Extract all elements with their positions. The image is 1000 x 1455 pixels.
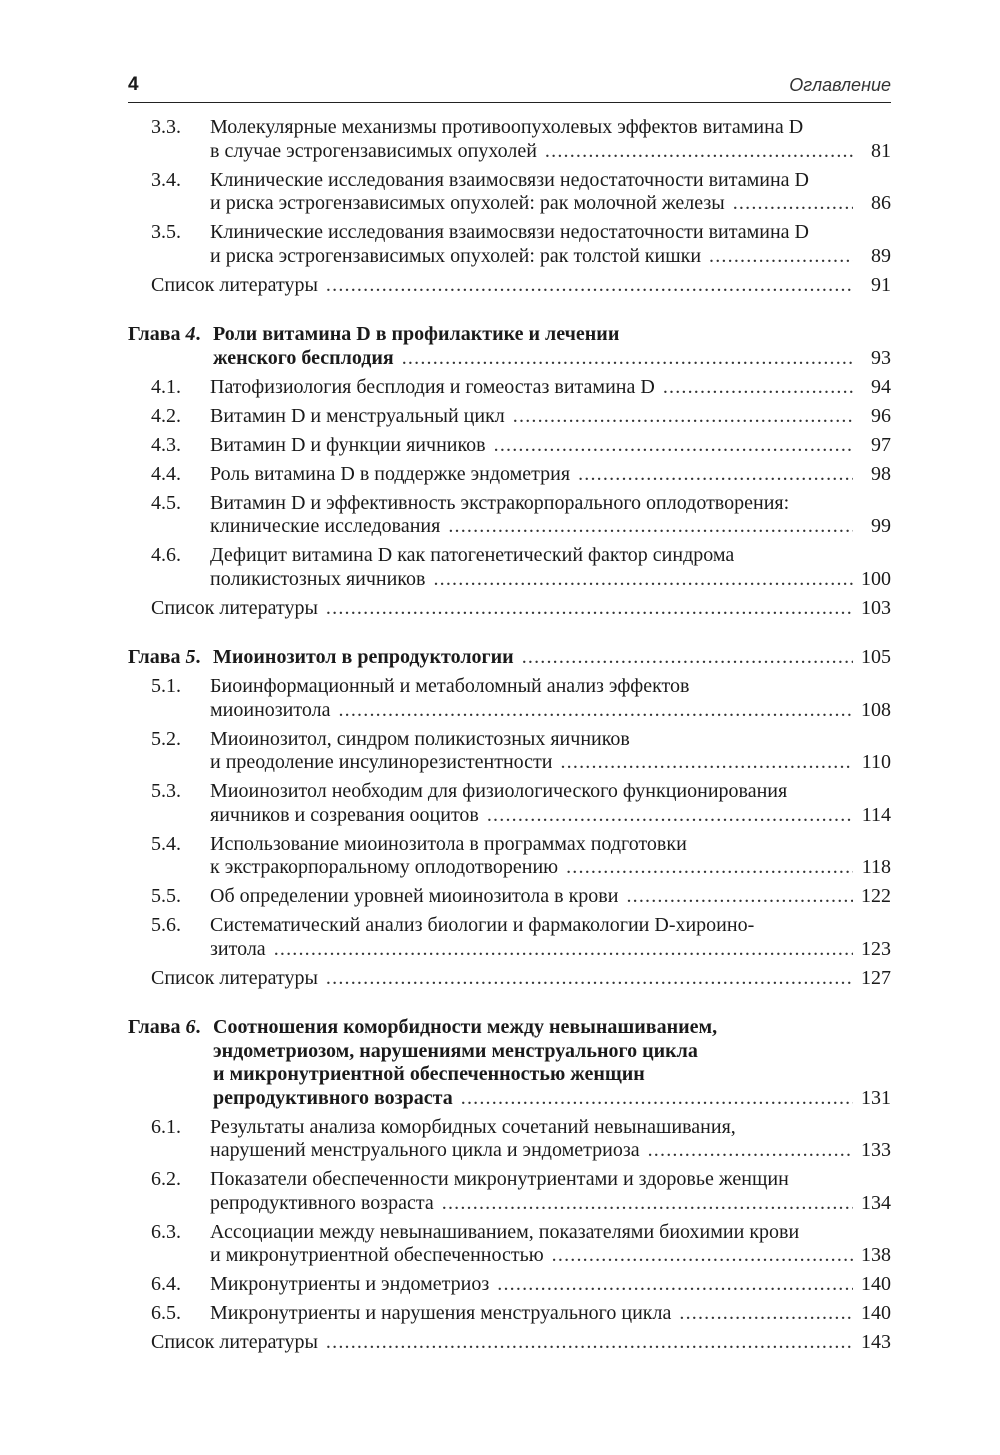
dot-leader (663, 376, 853, 400)
toc-section (128, 169, 891, 216)
entry-title-line: Молекулярные механизмы противоопухолевых эффектов витамина D (210, 116, 804, 138)
entry-title-line: Ассоциации между невынашиванием, показателями биохимии крови (210, 1220, 800, 1243)
table-of-contents (128, 116, 891, 1360)
entry-title-line (210, 751, 891, 775)
section-number: 5.1. (151, 675, 181, 697)
entry-title-line: Роли витамина D в профилактике и лечении (213, 323, 620, 345)
dot-leader (626, 885, 853, 909)
entry-title-text: Список литературы (151, 273, 318, 296)
toc-section (128, 434, 891, 458)
entry-title-text: Миоинозитол в репродуктологии (213, 646, 514, 668)
entry-title-line (210, 1302, 891, 1326)
entry-page-number: 140 (861, 1302, 891, 1324)
section-number: 3.4. (151, 168, 181, 191)
toc-chapter (128, 323, 891, 370)
entry-title-line (210, 434, 891, 458)
dot-leader (545, 140, 853, 164)
section-number: 3.5. (151, 221, 181, 243)
dot-leader (274, 938, 853, 962)
entry-title-line (210, 192, 891, 216)
section-number: 4.4. (151, 462, 181, 485)
chapter-word: Глава (128, 1016, 186, 1038)
entry-title-line (210, 405, 891, 429)
toc-section (128, 1273, 891, 1297)
toc-section (128, 221, 891, 268)
dot-leader (487, 804, 853, 828)
entry-title-line (210, 1192, 891, 1216)
toc-section (128, 116, 891, 163)
dot-leader (733, 192, 853, 216)
section-number: 5.5. (151, 885, 181, 907)
entry-page-number: 100 (861, 567, 891, 590)
entry-page-number: 140 (861, 1273, 891, 1295)
entry-title-line: Дефицит витамина D как патогенетический фактор синдрома (210, 544, 735, 566)
entry-title-text: Об определении уровней миоинозитола в крови (210, 885, 619, 907)
entry-title-text: клинические исследования (210, 515, 441, 537)
entry-page-number: 99 (871, 515, 891, 537)
entry-title-line: Показатели обеспеченности микронутриентами и здоровье женщин (210, 1168, 789, 1190)
dot-leader (442, 1192, 853, 1216)
section-number: 3.3. (151, 116, 181, 138)
entry-title-text: репродуктивного возраста (213, 1086, 453, 1109)
toc-section (128, 1168, 891, 1215)
chapter-number: 4 (185, 323, 196, 345)
chapter-label: Глава 4. (128, 323, 201, 345)
chapter-label: Глава 5. (128, 646, 201, 668)
dot-leader (709, 245, 853, 269)
toc-section (128, 544, 891, 591)
entry-page-number: 123 (861, 937, 891, 960)
entry-title-line (210, 699, 891, 723)
entry-title-text: репродуктивного возраста (210, 1191, 434, 1214)
entry-title-text: в случае эстрогензависимых опухолей (210, 139, 537, 162)
entry-title-line (210, 1139, 891, 1163)
dot-leader (326, 967, 853, 991)
entry-title-text: и преодоление инсулинорезистентности (210, 751, 553, 773)
entry-title-text: Патофизиология бесплодия и гомеостаз витамина D (210, 375, 655, 398)
entry-title-line (213, 1087, 891, 1111)
entry-title-text: зитола (210, 937, 266, 960)
entry-title-text: к экстракорпоральному оплодотворению (210, 856, 559, 878)
entry-title-line (210, 1244, 891, 1268)
dot-leader (552, 1244, 853, 1268)
entry-title-text: и риска эстрогензависимых опухолей: рак толстой кишки (210, 244, 702, 267)
toc-references (128, 1331, 891, 1355)
entry-page-number: 97 (871, 433, 891, 456)
entry-title-line (213, 646, 891, 670)
entry-page-number: 138 (861, 1244, 891, 1266)
dot-leader (578, 463, 853, 487)
dot-leader (338, 699, 853, 723)
entry-page-number: 131 (861, 1086, 891, 1109)
entry-title-line: и микронутриентной обеспеченностью женщин (213, 1063, 645, 1085)
entry-page-number: 134 (861, 1191, 891, 1214)
section-number: 4.6. (151, 544, 181, 566)
entry-title-line (151, 597, 891, 621)
dot-leader (566, 856, 853, 880)
section-number: 4.1. (151, 375, 181, 398)
toc-section (128, 1221, 891, 1268)
chapter-label: Глава 6. (128, 1016, 201, 1038)
entry-title-text: миоинозитола (210, 698, 331, 721)
entry-title-text: яичников и созревания ооцитов (210, 803, 479, 826)
entry-title-line (210, 1273, 891, 1297)
entry-title-text: нарушений менструального цикла и эндометриоза (210, 1139, 640, 1161)
entry-title-line (210, 245, 891, 269)
dot-leader (522, 646, 853, 670)
entry-page-number: 122 (861, 885, 891, 907)
entry-title-text: поликистозных яичников (210, 567, 426, 590)
entry-title-text: женского бесплодия (213, 346, 394, 369)
toc-section (128, 885, 891, 909)
entry-page-number: 91 (871, 273, 891, 296)
dot-leader (326, 1331, 853, 1355)
running-title: Оглавление (789, 75, 891, 95)
entry-title-line (210, 856, 891, 880)
entry-page-number: 94 (871, 375, 891, 398)
section-number: 5.2. (151, 727, 181, 750)
dot-leader (461, 1087, 853, 1111)
entry-title-line: Клинические исследования взаимосвязи недостаточности витамина D (210, 221, 810, 243)
dot-leader (679, 1302, 853, 1326)
entry-page-number: 118 (861, 856, 891, 878)
dot-leader (402, 347, 853, 371)
entry-title-line (210, 568, 891, 592)
toc-chapter (128, 1016, 891, 1110)
entry-title-text: Микронутриенты и эндометриоз (210, 1273, 490, 1295)
toc-section (128, 463, 891, 487)
entry-page-number: 110 (861, 751, 891, 773)
entry-title-line: Биоинформационный и метаболомный анализ эффектов (210, 675, 690, 697)
section-number: 6.3. (151, 1220, 181, 1243)
section-number: 5.3. (151, 780, 181, 802)
dot-leader (433, 568, 853, 592)
entry-title-line: Результаты анализа коморбидных сочетаний невынашивания, (210, 1115, 736, 1138)
entry-page-number: 143 (861, 1331, 891, 1353)
entry-title-text: Список литературы (151, 1331, 318, 1353)
section-number: 6.4. (151, 1273, 181, 1295)
toc-section (128, 376, 891, 400)
section-number: 4.5. (151, 491, 181, 514)
section-number: 6.1. (151, 1115, 181, 1138)
entry-page-number: 98 (871, 462, 891, 485)
dot-leader (648, 1139, 853, 1163)
entry-title-line (151, 274, 891, 298)
entry-title-text: и риска эстрогензависимых опухолей: рак молочной железы (210, 192, 725, 214)
entry-page-number: 93 (871, 346, 891, 369)
entry-page-number: 108 (861, 698, 891, 721)
entry-title-line: Витамин D и эффективность экстракорпорального оплодотворения: (210, 491, 790, 514)
entry-page-number: 133 (861, 1139, 891, 1161)
entry-title-text: Список литературы (151, 596, 318, 619)
entry-title-line (210, 885, 891, 909)
page-number: 4 (128, 74, 139, 95)
running-header (128, 74, 891, 103)
chapter-number: 6 (185, 1016, 196, 1038)
entry-title-line (151, 967, 891, 991)
entry-title-line: Миоинозитол, синдром поликистозных яичников (210, 727, 630, 750)
dot-leader (326, 597, 853, 621)
entry-title-text: Микронутриенты и нарушения менструального цикла (210, 1302, 672, 1324)
entry-title-text: Роль витамина D в поддержке эндометрия (210, 462, 571, 485)
dot-leader (326, 274, 853, 298)
dot-leader (497, 1273, 853, 1297)
chapter-word: Глава (128, 323, 186, 345)
toc-section (128, 833, 891, 880)
toc-references (128, 597, 891, 621)
dot-leader (513, 405, 853, 429)
entry-title-line (210, 938, 891, 962)
toc-section (128, 780, 891, 827)
toc-references (128, 274, 891, 298)
entry-title-line: Соотношения коморбидности между невынашиванием, (213, 1016, 718, 1038)
entry-title-text: и микронутриентной обеспеченностью (210, 1244, 544, 1266)
entry-title-line: Систематический анализ биологии и фармакологии D-хироино- (210, 914, 755, 936)
entry-title-line: Миоинозитол необходим для физиологического функционирования (210, 780, 788, 802)
entry-title-text: Список литературы (151, 966, 318, 989)
entry-title-text: Витамин D и функции яичников (210, 433, 486, 456)
chapter-number: 5 (185, 646, 196, 668)
entry-title-line: эндометриозом, нарушениями менструального цикла (213, 1039, 698, 1062)
entry-title-text: Витамин D и менструальный цикл (210, 404, 505, 427)
entry-title-line (213, 347, 891, 371)
toc-section (128, 1302, 891, 1326)
toc-section (128, 675, 891, 722)
toc-section (128, 914, 891, 961)
toc-chapter (128, 646, 891, 670)
toc-section (128, 492, 891, 539)
dot-leader (494, 434, 853, 458)
entry-page-number: 105 (861, 646, 891, 668)
entry-page-number: 127 (861, 966, 891, 989)
section-number: 6.5. (151, 1302, 181, 1324)
entry-title-line (210, 140, 891, 164)
section-number: 5.6. (151, 914, 181, 936)
entry-page-number: 86 (871, 192, 891, 214)
chapter-word: Глава (128, 646, 186, 668)
entry-page-number: 89 (871, 244, 891, 267)
entry-page-number: 81 (871, 139, 891, 162)
entry-title-line (210, 804, 891, 828)
toc-section (128, 1116, 891, 1163)
dot-leader (448, 515, 853, 539)
entry-title-line (210, 463, 891, 487)
entry-page-number: 114 (861, 803, 891, 826)
toc-section (128, 728, 891, 775)
entry-title-line (151, 1331, 891, 1355)
entry-title-line: Клинические исследования взаимосвязи недостаточности витамина D (210, 168, 810, 191)
toc-references (128, 967, 891, 991)
entry-title-line: Использование миоинозитола в программах подготовки (210, 832, 687, 855)
entry-page-number: 103 (861, 596, 891, 619)
section-number: 4.2. (151, 404, 181, 427)
section-number: 4.3. (151, 433, 181, 456)
entry-title-line (210, 515, 891, 539)
section-number: 5.4. (151, 832, 181, 855)
entry-page-number: 96 (871, 404, 891, 427)
section-number: 6.2. (151, 1168, 181, 1190)
entry-title-line (210, 376, 891, 400)
toc-section (128, 405, 891, 429)
dot-leader (560, 751, 853, 775)
